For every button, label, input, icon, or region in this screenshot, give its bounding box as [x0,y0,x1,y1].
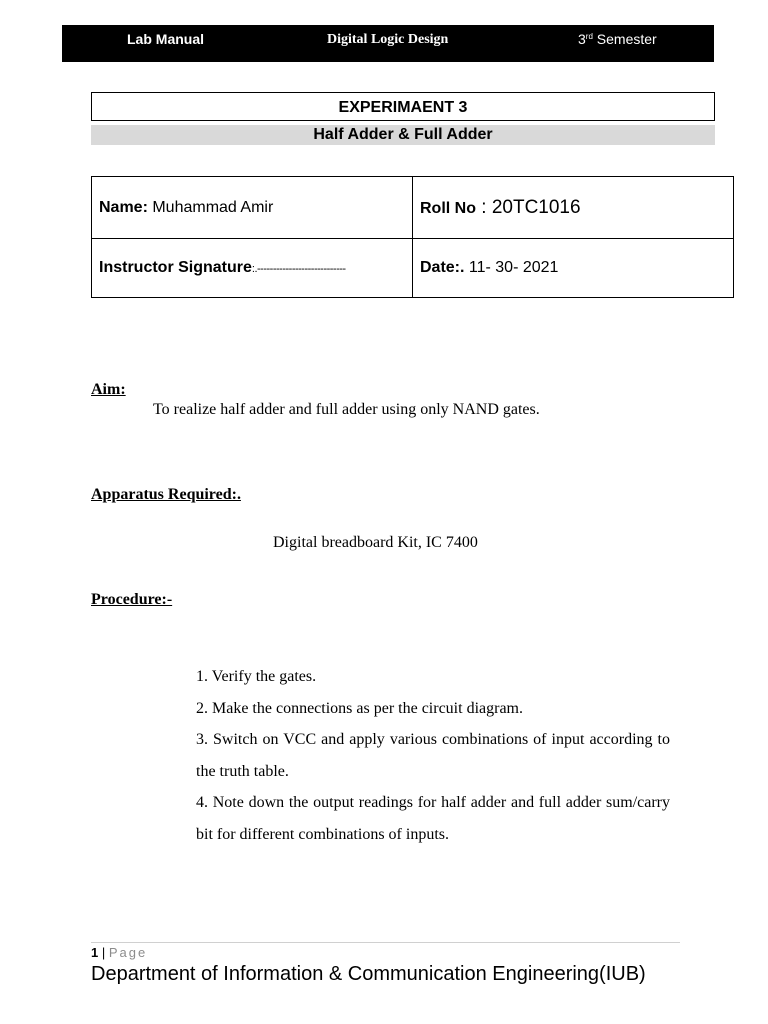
aim-text: To realize half adder and full adder using only NAND gates. [153,401,540,418]
experiment-subtitle: Half Adder & Full Adder [91,125,715,145]
signature-cell [92,239,413,298]
signature-line: :.---------------------------- [251,263,346,275]
procedure-steps [196,661,670,850]
apparatus-text: Digital breadboard Kit, IC 7400 [273,534,478,551]
procedure-step: 4. Note down the output readings for half adder and full adder sum/carry bit for different combinations of inputs. [196,794,670,843]
aim-heading: Aim: [91,381,126,398]
name-cell [92,177,413,239]
roll-value: : 20TC1016 [476,196,581,218]
date-value: 11- 30- 2021 [464,259,559,276]
header-lab-manual: Lab Manual [127,31,205,47]
page-number: 1 | Page [91,945,148,960]
procedure-step: 3. Switch on VCC and apply various combinations of input according to the truth table. [196,731,670,780]
roll-label: Roll No [420,199,476,217]
header-course-title: Digital Logic Design [327,32,449,47]
footer-divider [91,942,680,943]
student-info-table [91,176,734,298]
procedure-step: 1. Verify the gates. [196,668,317,685]
procedure-step: 2. Make the connections as per the circuit diagram. [196,699,523,717]
date-label: Date:. [420,259,465,276]
date-cell [413,239,734,298]
department-name: Department of Information & Communication Engineering(IUB) [91,963,646,985]
signature-label: Instructor Signature [99,259,252,276]
apparatus-heading: Apparatus Required:. [91,486,241,503]
procedure-heading: Procedure:- [91,591,173,608]
name-value: Muhammad Amir [147,198,274,216]
name-label: Name: [99,198,148,216]
roll-cell [413,177,734,239]
header-semester: 3rd Semester [578,31,657,47]
header-bar [62,25,714,62]
experiment-title: EXPERIMAENT 3 [91,92,715,121]
